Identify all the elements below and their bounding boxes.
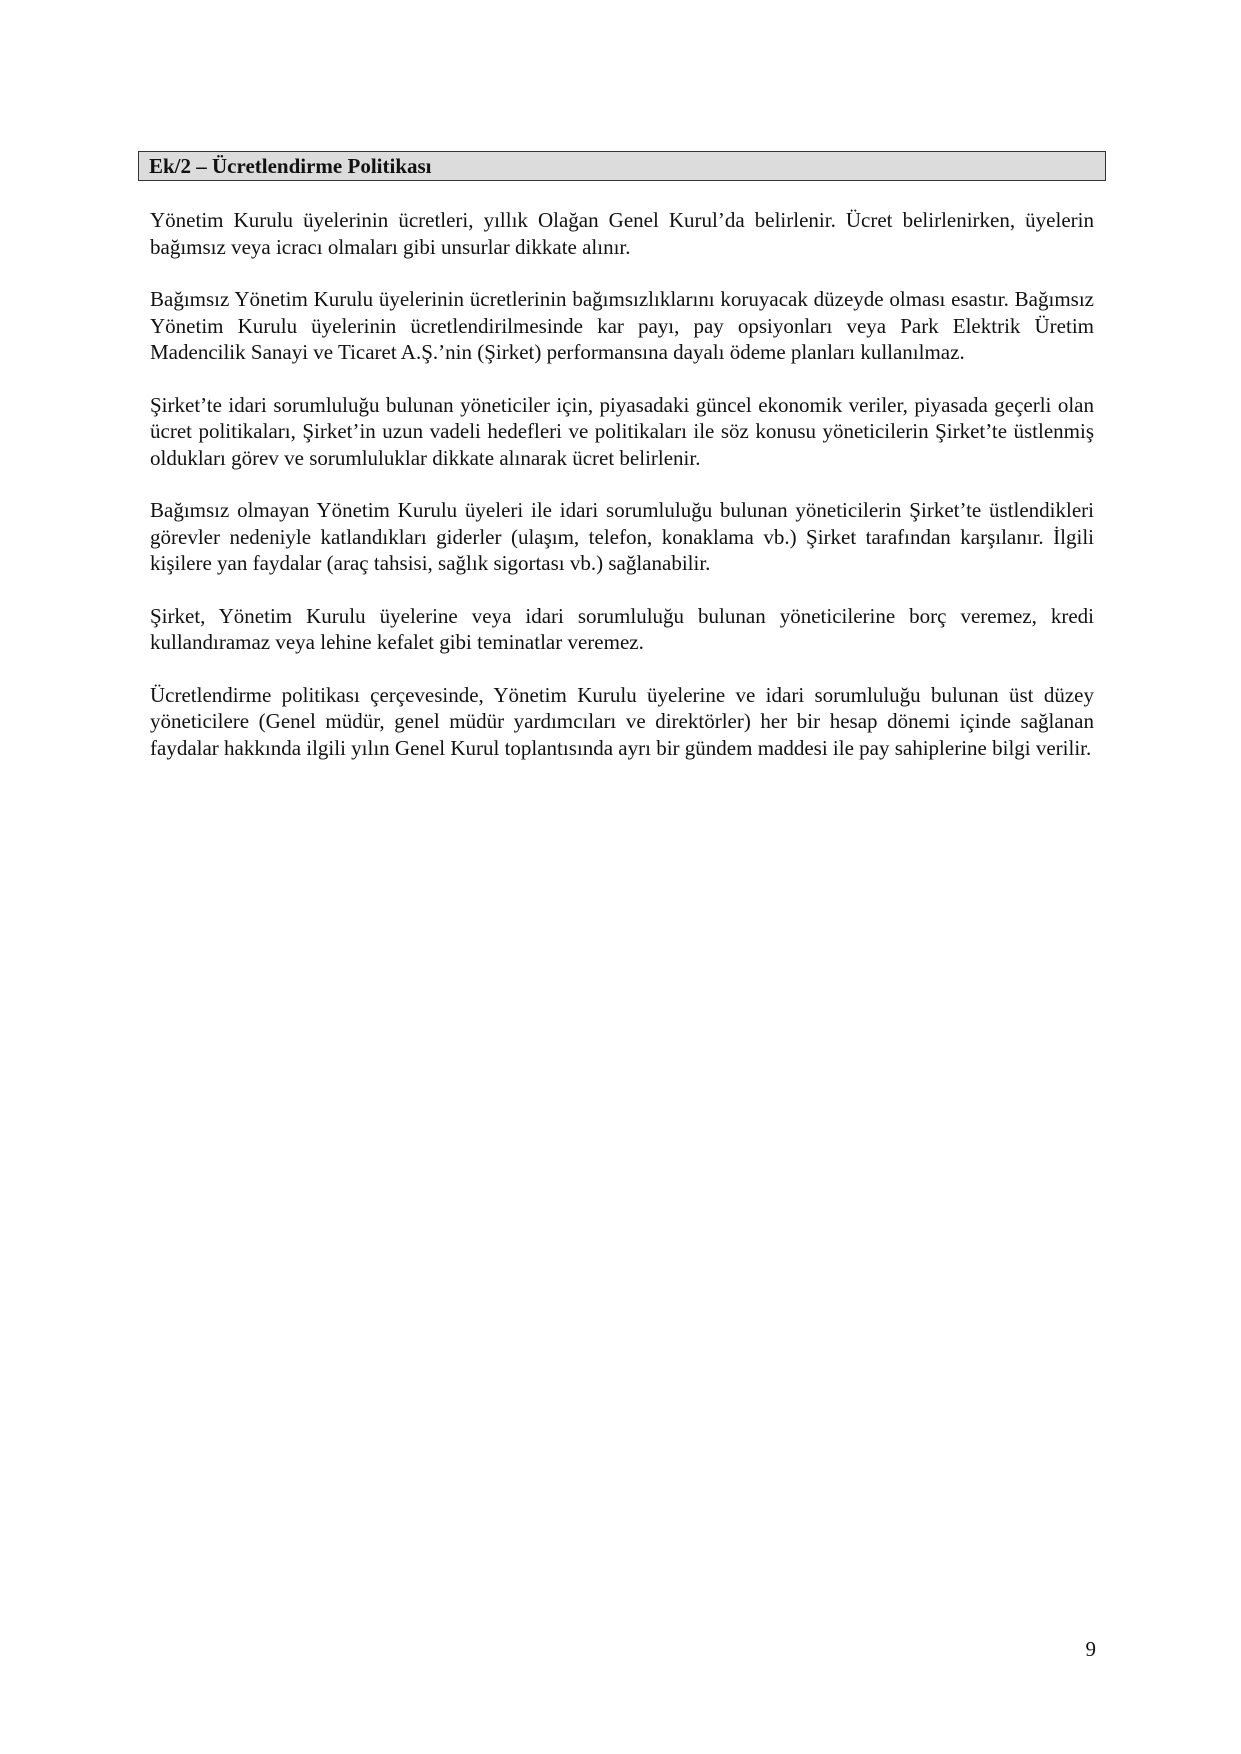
paragraph-1: Yönetim Kurulu üyelerinin ücretleri, yıllık Olağan Genel Kurul’da belirlenir. Ücret belirlenirken, üyelerin bağımsız veya icracı olmaları gibi unsurlar dikkate alınır. xyxy=(150,208,1094,259)
section-title: Ek/2 – Ücretlendirme Politikası xyxy=(149,153,432,178)
page-number: 9 xyxy=(1085,1637,1096,1661)
document-body xyxy=(150,207,1094,787)
paragraph-5: Şirket, Yönetim Kurulu üyelerine veya idari sorumluluğu bulunan yöneticilerine borç veremez, kredi kullandıramaz veya lehine kefalet gibi teminatlar veremez. xyxy=(150,603,1094,654)
paragraph-2: Bağımsız Yönetim Kurulu üyelerinin ücretlerinin bağımsızlıklarını koruyacak düzeyde olması esastır. Bağımsız Yönetim Kurulu üyelerinin ücretlendirilmesinde kar payı, pay opsiyonları veya Park Elektrik Üretim Madencilik Sanayi ve Ticaret A.Ş.’nin (Şirket) performansına dayalı ödeme planları kullanılmaz. xyxy=(150,287,1094,364)
section-header xyxy=(138,151,1106,181)
paragraph-4: Bağımsız olmayan Yönetim Kurulu üyeleri ile idari sorumluluğu bulunan yöneticilerin Şirket’te üstlendikleri görevler nedeniyle katlandıkları giderler (ulaşım, telefon, konaklama vb.) Şirket tarafından karşılanır. İlgili kişilere yan faydalar (araç tahsisi, sağlık sigortası vb.) sağlanabilir. xyxy=(150,498,1094,575)
paragraph-6: Ücretlendirme politikası çerçevesinde, Yönetim Kurulu üyelerine ve idari sorumluluğu bulunan üst düzey yöneticilere (Genel müdür, genel müdür yardımcıları ve direktörler) her bir hesap dönemi içinde sağlanan faydalar hakkında ilgili yılın Genel Kurul toplantısında ayrı bir gündem maddesi ile pay sahiplerine bilgi verilir. xyxy=(150,682,1094,760)
paragraph-3: Şirket’te idari sorumluluğu bulunan yöneticiler için, piyasadaki güncel ekonomik veriler, piyasada geçerli olan ücret politikaları, Şirket’in uzun vadeli hedefleri ve politikaları ile söz konusu yöneticilerin Şirket’te üstlenmiş oldukları görev ve sorumluluklar dikkate alınarak ücret belirlenir. xyxy=(150,392,1094,470)
